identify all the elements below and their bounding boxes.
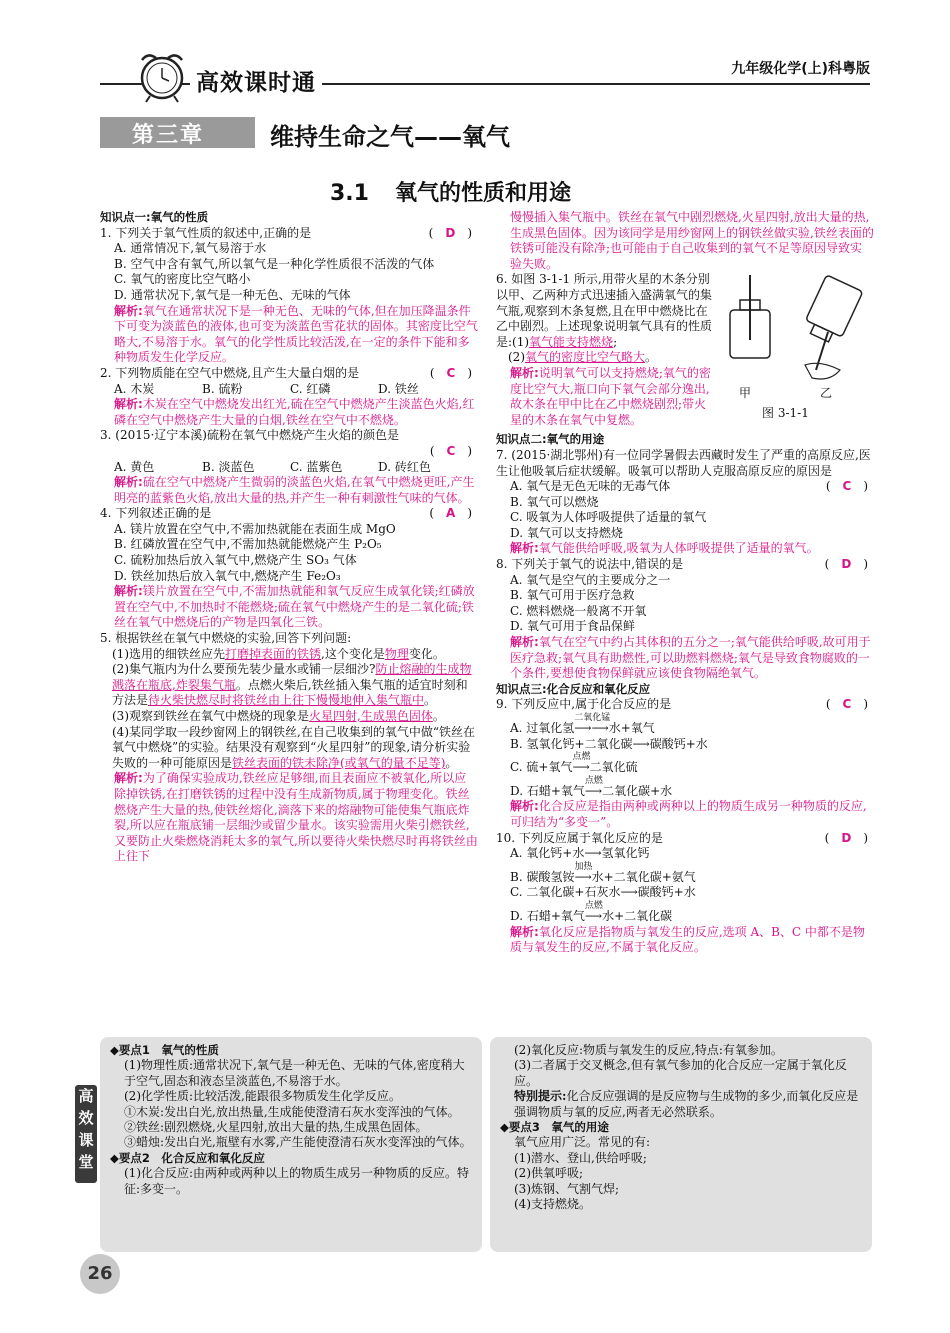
summary-point-3-use-1: (1)潜水、登山,供给呼吸; [514, 1150, 647, 1165]
section-number: 3.1 [330, 181, 369, 206]
knowledge-point-3: 知识点三:化合反应和氧化反应 [496, 681, 651, 696]
figure-label-jia: 甲 [739, 386, 752, 400]
q3-options: A. 黄色 B. 淡蓝色 C. 蓝紫色 D. 砖红色 [114, 459, 431, 474]
summary-point-2-title: ◆要点2 化合反应和氧化反应 [110, 1150, 265, 1165]
section-name: 氧气的性质和用途 [394, 181, 571, 206]
summary-point-1-candle: ③蜡烛:发出白光,瓶壁有水雾,产生能使澄清石灰水变浑浊的气体。 [124, 1135, 472, 1150]
chapter-label: 第三章 [132, 123, 205, 148]
summary-point-3-intro: 氧气应用广泛。常见的有: [514, 1135, 651, 1150]
q5-part-3: (3)观察到铁丝在氧气中燃烧的现象是火星四射,生成黑色固体。 [112, 709, 445, 723]
q1-explanation: 解析:氧气在通常状况下是一种无色、无味的气体,但在加压降温条件下可变为淡蓝色的液体,也可变为淡蓝色雪花状的固体。其密度比空气略大,不易溶于水。氧气的化学性质比较活泼,在一定的条件下能和多种物质发生化学反应。 [114, 303, 478, 365]
q7-option-d: D. 氧气可以支持燃烧 [510, 525, 623, 540]
q9-explanation: 解析:化合反应是指由两种或两种以上的物质生成另一种物质的反应,可归结为“多变一”。 [510, 799, 867, 829]
q1-option-d: D. 通常状况下,氧气是一种无色、无味的气体 [114, 287, 351, 302]
q7-option-b: B. 氧气可以燃烧 [510, 494, 599, 509]
q5-part-4: (4)某同学取一段纱窗网上的钢铁丝,在自己收集到的氧气中做“铁丝在氧气中燃烧”的实验。结果没有观察到“火星四射”的现象,请分析实验失败的一种可能原因是铁丝表面的铁未除净(或氧气的量不足等)。 [112, 724, 475, 770]
q6-stem: 6. 如图 3-1-1 所示,用带火星的木条分别以甲、乙两种方式迅速插入盛满氧气的集气瓶,观察到木条复燃,且在甲中燃烧比在乙中剧烈。上述现象说明氧气具有的性质是:(1)氧气能支持燃烧; [496, 272, 713, 349]
q5-stem: 5. 根据铁丝在氧气中燃烧的实验,回答下列问题: [100, 631, 352, 646]
side-tab: 高效课堂 [75, 1085, 97, 1183]
q10-option-d: D. 石蜡+氧气⟶ 点燃 水+二氧化碳 [510, 900, 673, 923]
q10-option-a: A. 氧化钙+水⟶氢氧化钙 [510, 846, 650, 861]
q1-option-c: C. 氧气的密度比空气略小 [114, 272, 251, 287]
q5-explanation-cont: 慢慢插入集气瓶中。铁丝在氧气中剧烈燃烧,火星四射,放出大量的热,生成黑色固体。因为该同学是用纱窗网上的钢铁丝做实验,铁丝表面的铁锈可能没有除净;也可能由于自己收集到的氧气不足等原因导致实验失败。 [510, 210, 874, 271]
summary-point-1-charcoal: ①木炭:发出白光,放出热量,生成能使澄清石灰水变浑浊的气体。 [124, 1104, 460, 1119]
logo-text: 高效课时通 [190, 64, 322, 97]
q2-options: A. 木炭 B. 硫粉 C. 红磷 D. 铁丝 [114, 381, 419, 396]
q1-stem: 1. 下列关于氧气性质的叙述中,正确的是 ( D ) [100, 225, 472, 240]
summary-point-3-use-2: (2)供氧呼吸; [514, 1166, 584, 1181]
summary-point-2-combination: (1)化合反应:由两种或两种以上的物质生成另一种物质的反应。特征:多变一。 [124, 1166, 470, 1196]
q9-option-d: D. 石蜡+氧气⟶ 点燃 二氧化碳+水 [510, 775, 673, 798]
summary-point-2-oxidation: (2)氧化反应:物质与氧发生的反应,特点:有氧参加。 [514, 1043, 783, 1057]
q2-explanation: 解析:木炭在空气中燃烧发出红光,硫在空气中燃烧产生淡蓝色火焰,红磷在空气中燃烧产生大量的白烟,铁丝在空气中不燃烧。 [114, 397, 475, 427]
q8-option-c: C. 燃料燃烧一般离不开氧 [510, 603, 647, 618]
q8-option-b: B. 氧气可用于医疗急救 [510, 588, 635, 603]
q8-explanation: 解析:氧气在空气中约占其体积的五分之一;氧气能供给呼吸,故可用于医疗急救;氧气具有助燃性,可以助燃料燃烧;氧气是导致食物腐败的一个条件,要想使食物保鲜就应该使食物隔绝氧气。 [510, 635, 871, 681]
page-number: 26 [80, 1254, 120, 1294]
q7-explanation: 解析:氧气能供给呼吸,吸氧为人体呼吸提供了适量的氧气。 [510, 541, 819, 556]
summary-point-1-physical: (1)物理性质:通常状况下,氧气是一种无色、无味的气体,密度稍大于空气,固态和液态呈淡蓝色,不易溶于水。 [124, 1058, 465, 1088]
q10-option-b: B. 碳酸氢铵⟶ 加热 水+二氧化碳+氨气 [510, 861, 696, 884]
q9-option-a: A. 过氧化氢⟶⟶ 二氧化锰 水+氧气 [510, 713, 655, 735]
q1-option-b: B. 空气中含有氧气,所以氧气是一种化学性质很不活泼的气体 [114, 256, 435, 271]
q3-stem: 3. (2015·辽宁本溪)硫粉在氧气中燃烧产生火焰的颜色是 ( C ) [100, 428, 472, 458]
figure-label-yi: 乙 [820, 386, 833, 400]
q7-stem: 7. (2015·湖北鄂州)有一位同学暑假去西藏时发生了严重的高原反应,医生让他吸氧后症状缓解。吸氧可以帮助人克服高原反应的原因是 ( C ) [496, 447, 871, 494]
summary-box-left [100, 1037, 482, 1252]
q10-option-c: C. 二氧化碳+石灰水⟶碳酸钙+水 [510, 885, 696, 900]
summary-point-1-chemical: (2)化学性质:比较活泼,能跟很多物质发生化学反应。 [124, 1089, 401, 1104]
summary-point-3-use-3: (3)炼钢、气割气焊; [514, 1181, 620, 1196]
q9-stem: 9. 下列反应中,属于化合反应的是 ( C ) [496, 697, 868, 712]
q5-part-1: (1)选用的细铁丝应先打磨掉表面的铁锈,这个变化是物理变化。 [112, 646, 445, 661]
q4-option-d: D. 铁丝加热后放入氧气中,燃烧产生 Fe₂O₃ [114, 568, 341, 583]
q4-option-c: C. 硫粉加热后放入氧气中,燃烧产生 SO₃ 气体 [114, 553, 357, 568]
q4-option-b: B. 红磷放置在空气中,不需加热就能燃烧产生 P₂O₅ [114, 537, 382, 552]
summary-point-3-use-4: (4)支持燃烧。 [514, 1197, 591, 1212]
q5-part-2: (2)集气瓶内为什么要预先装少量水或铺一层细沙?防止熔融的生成物溅落在瓶底,炸裂集气瓶。点燃火柴后,铁丝插入集气瓶的适宜时刻和方法是待火柴快燃尽时将铁丝由上往下慢慢地伸入集气瓶中。 [112, 662, 472, 708]
book-title: 九年级化学(上)科粤版 [725, 58, 870, 78]
q2-stem: 2. 下列物质能在空气中燃烧,且产生大量白烟的是 ( C ) [100, 365, 472, 380]
q8-stem: 8. 下列关于氧气的说法中,错误的是 ( D ) [496, 557, 868, 572]
q8-option-d: D. 氧气可用于食品保鲜 [510, 619, 635, 634]
q7-option-a: A. 氧气是无色无味的无毒气体 [510, 479, 671, 494]
q3-explanation: 解析:硫在空气中燃烧产生微弱的淡蓝色火焰,在氧气中燃烧更旺,产生明亮的蓝紫色火焰,放出大量的热,并产生一种有刺激性气味的气体。 [114, 475, 475, 505]
q8-option-a: A. 氧气是空气的主要成分之一 [510, 572, 671, 587]
q6-part-2: (2)氧气的密度比空气略大。 [508, 350, 658, 365]
q9-option-b: B. 氢氧化钙+二氧化碳⟶碳酸钙+水 [510, 736, 708, 751]
q4-option-a: A. 镁片放置在空气中,不需加热就能在表面生成 MgO [114, 521, 396, 536]
q5-explanation: 解析:为了确保实验成功,铁丝应足够细,而且表面应不被氧化,所以应除掉铁锈,在打磨铁锈的过程中没有生成新物质,属于物理变化。铁丝燃烧产生大量的热,使铁丝熔化,滴落下来的熔融物可能使集气瓶底炸裂,所以应在瓶底铺一层细沙或留少量水。该实验需用火柴引燃铁丝,又要防止火柴燃烧消耗太多的氧气,所以要待火柴快燃尽时再将铁丝由上往下 [114, 771, 478, 864]
summary-point-1-title: ◆要点1 氧气的性质 [110, 1043, 219, 1057]
summary-tip: 特别提示:化合反应强调的是反应物与生成物的多少,而氧化反应是强调物质与氧的反应,两者无必然联系。 [514, 1089, 859, 1119]
q4-stem: 4. 下列叙述正确的是 ( A ) [100, 506, 472, 521]
q4-explanation: 解析:镁片放置在空气中,不需加热就能和氧气反应生成氧化镁;红磷放置在空气中,不加热时不能燃烧;硫在氧气中燃烧产生的是二氧化硫;铁丝在氧气中燃烧后的产物是四氧化三铁。 [114, 584, 475, 630]
q6-block [496, 272, 714, 366]
summary-point-2-relation: (3)二者属于交叉概念,但有氧气参加的化合反应一定属于氧化反应。 [514, 1058, 847, 1088]
chapter-title: 维持生命之气——氧气 [270, 123, 510, 151]
summary-point-3-title: ◆要点3 氧气的用途 [500, 1120, 609, 1135]
knowledge-point-1: 知识点一:氧气的性质 [100, 210, 209, 224]
q6-explanation: 解析:说明氧气可以支持燃烧;氧气的密度比空气大,瓶口向下氧气会部分逸出,故木条在甲中比在乙中燃烧剧烈;带火星的木条在氧气中复燃。 [510, 365, 711, 427]
q1-option-a: A. 通常情况下,氧气易溶于水 [114, 241, 267, 256]
section-title [330, 176, 597, 207]
q10-explanation: 解析:氧化反应是指物质与氧发生的反应,选项 A、B、C 中都不是物质与氧发生的反应,不属于氧化反应。 [510, 924, 865, 955]
q10-stem: 10. 下列反应属于氧化反应的是 ( D ) [496, 830, 868, 845]
left-column [100, 210, 478, 865]
q7-option-c: C. 吸氧为人体呼吸提供了适量的氧气 [510, 510, 707, 525]
figure-caption: 图 3-1-1 [762, 406, 809, 420]
knowledge-point-2: 知识点二:氧气的用途 [496, 432, 605, 447]
summary-point-1-iron: ②铁丝:剧烈燃烧,火星四射,放出大量的热,生成黑色固体。 [124, 1120, 428, 1135]
summary-box-right [490, 1037, 872, 1252]
q9-option-c: C. 硫+氧气⟶ 点燃 二氧化硫 [510, 752, 638, 775]
